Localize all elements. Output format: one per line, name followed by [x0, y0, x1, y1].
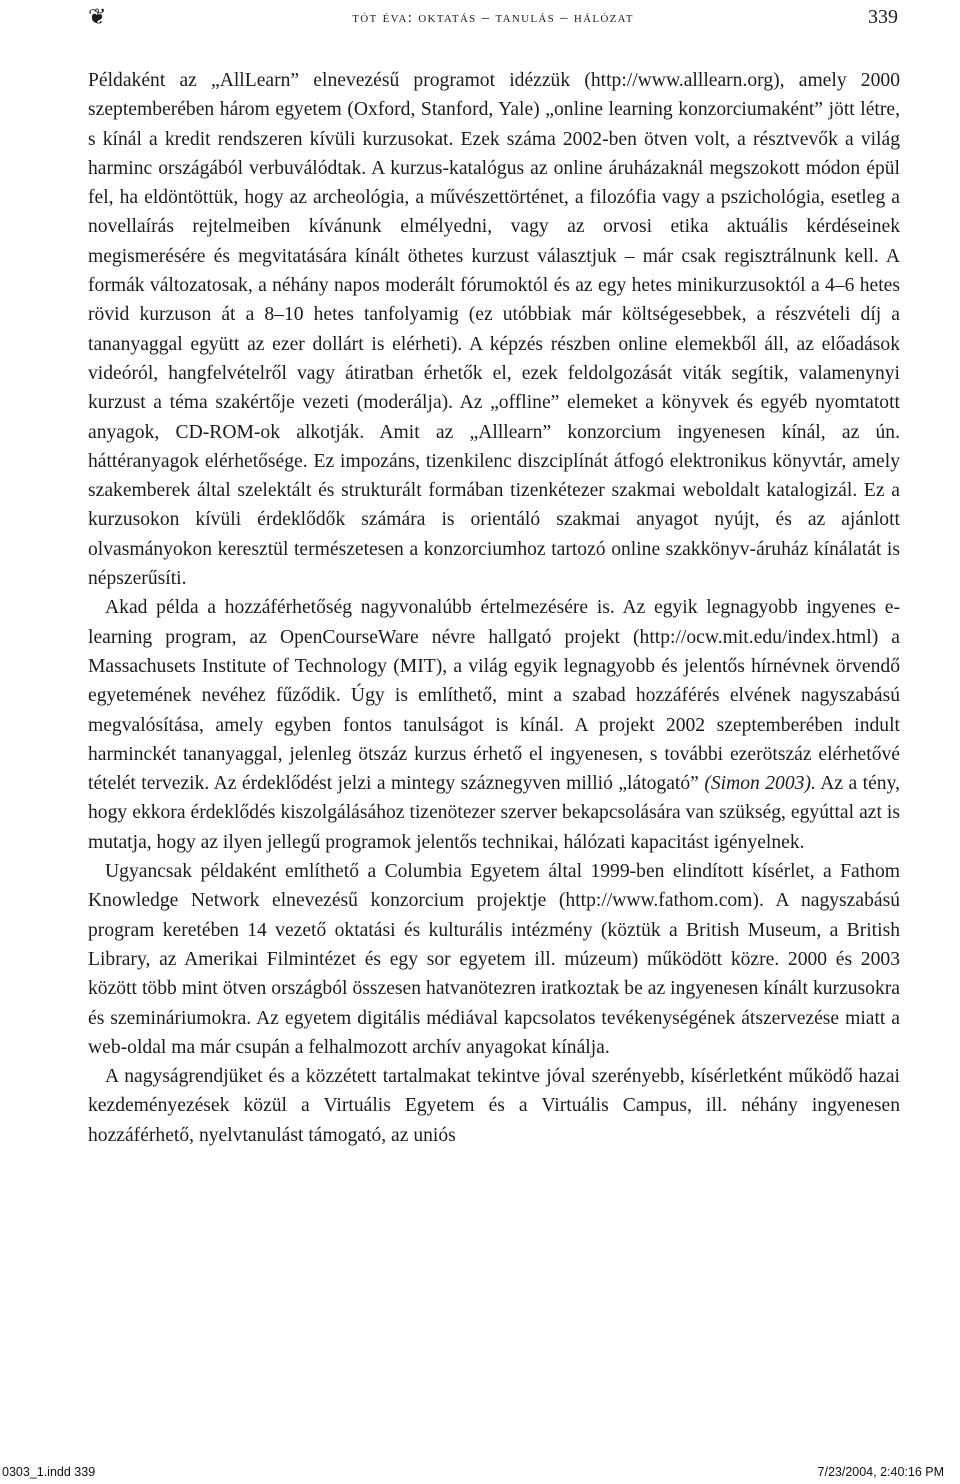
- paragraph: [88, 1062, 900, 1150]
- slug-file: 0303_1.indd 339: [2, 1465, 96, 1479]
- paragraph-text: A nagyságrendjüket és a közzétett tartalmakat tekintve jóval szerényebb, kísérletként működő hazai kezdeményezések közül a Virtuális Egyetem és a Virtuális Campus, ill. néhány ingyenesen hozzáférhető, nyelvtanulást támogató, az uniós: [88, 1066, 900, 1146]
- running-header: [88, 4, 898, 30]
- paragraph-text: Példaként az „AllLearn” elnevezésű programot idézzük (http://www.alllearn.org), amely 2000 szeptemberében három egyetem (Oxford, Stanford, Yale) „online learning konzorciumaként” jött létre, s kínál a kredit rendszeren kívüli kurzusokat. Ezek száma 2002-ben ötven volt, a résztvevők a világ harminc országából verbuválódtak. A kurzus-katalógus az online áruházaknál megszokott módon épül fel, ha eldöntöttük, hogy az archeológia, a művészettörténet, a filozófia vagy a pszichológia, esetleg a novellaírás rejtelmeiben kívánunk elmélyedni, vagy az orvosi etika aktuális kérdéseinek megismerésére és megvitatására kínált öthetes kurzust választjuk – már csak regisztrálnunk kell. A formák változatosak, a néhány napos moderált fórumoktól és az egy hetes minikurzusoktól a 4–6 hetes rövid kurzuson át a 8–10 hetes tanfolyamig (ez utóbbiak már költségesebbek, a részvételi díj a tananyaggal együtt az ezer dollárt is elérheti). A képzés részben online elemekből áll, az előadások videóról, hangfelvételről vagy átiratban érhetők el, ezek feldolgozását viták segítik, valamenynyi kurzust a téma szakértője vezeti (moderálja). Az „offline” elemeket a könyvek és egyéb nyomtatott anyagok, CD-ROM-ok alkotják. Amit az „Alllearn” konzorcium ingyenesen kínál, az ún. háttéranyagok elérhetősége. Ez impozáns, tizenkilenc diszciplínát átfogó elektronikus könyvtár, amely szakemberek által szelektált és strukturált formában tizenkétezer szakmai weboldalt katalogizál. Ez a kurzusokon kívüli érdeklődők számára is orientáló szakmai anyagot nyújt, és az ajánlott olvasmányokon keresztül természetesen a konzorciumhoz tartozó online szakkönyv-áruház kínálatát is népszerűsíti.: [88, 70, 900, 590]
- fleuron-icon: ❦: [88, 4, 107, 29]
- citation: (Simon 2003).: [704, 773, 816, 795]
- paragraph-text: Akad példa a hozzáférhetőség nagyvonalúbb értelmezésére is. Az egyik legnagyobb ingyenes e-learning program, az OpenCourseWare névre hallgató projekt (http://ocw.mit.edu/index.html) a Massachusets Institute of Technology (MIT), a világ egyik legnagyobb és jelentős hírnévnek örvendő egyetemének nevéhez fűződik. Úgy is említhető, mint a szabad hozzáférés elvének nagyszabású megvalósítása, amely egyben fontos tanulságot is kínál. A projekt 2002 szeptemberében indult harminckét tananyaggal, jelenleg ötszáz kurzus érhető el ingyenesen, s további ezerötszáz elérhetővé tételét tervezik. Az érdeklődést jelzi a mintegy száznegyven millió „látogató”: [88, 597, 900, 795]
- paragraph-text: Az a tény, hogy ekkora érdeklődés kiszolgálásához tizenötezer szerver bekapcsolására van szükség, egyúttal azt is mutatja, hogy az ilyen jellegű programok jelentős technikai, hálózati kapacitást igényelnek.: [88, 773, 900, 853]
- paragraph: [88, 66, 900, 593]
- slug-timestamp: 7/23/2004, 2:40:16 PM: [817, 1465, 944, 1479]
- paragraph-text: Ugyancsak példaként említhető a Columbia Egyetem által 1999-ben elindított kísérlet, a Fathom Knowledge Network elnevezésű konzorcium projektje (http://www.fathom.com). A nagyszabású program keretében 14 vezető oktatási és kulturális intézmény (köztük a British Museum, a British Library, az Amerikai Filmintézet és egy sor egyetem ill. múzeum) működött közre. 2000 és 2003 között több mint ötven országból összesen hatvanötezren iratkoztak be az ingyenesen kínált kurzusokra és szemináriumokra. Az egyetem digitális médiával kapcsolatos tevékenységének átszervezése miatt a web-oldal ma már csupán a felhalmozott archív anyagokat kínálja.: [88, 861, 900, 1058]
- running-title: tót éva: oktatás – tanulás – hálózat: [352, 10, 634, 26]
- printer-slug: [0, 1464, 960, 1480]
- body-text: [88, 66, 900, 1150]
- paragraph: [88, 857, 900, 1062]
- page-number: 339: [868, 6, 898, 28]
- paragraph: [88, 593, 900, 857]
